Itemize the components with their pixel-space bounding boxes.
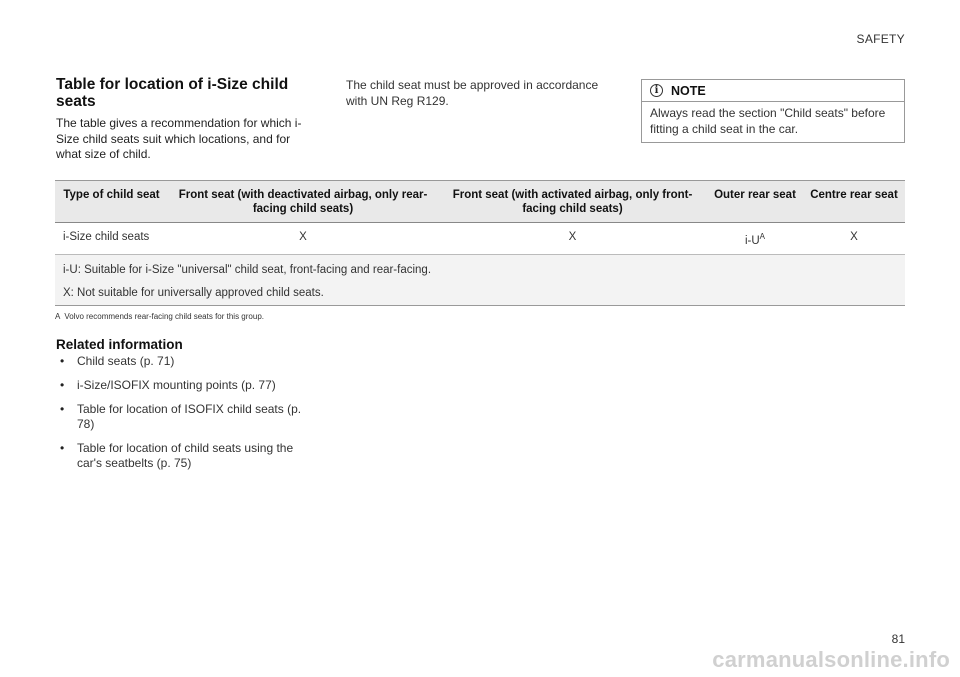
note-body: Always read the section "Child seats" before fitting a child seat in the car. [650, 106, 886, 136]
legend-cell [55, 254, 905, 305]
intro-section [56, 76, 314, 163]
approval-paragraph: The child seat must be approved in accordance with UN Reg R129. [346, 78, 599, 108]
table-footnote [55, 312, 905, 321]
i-size-table-section [55, 180, 905, 321]
related-link-text: Child seats (p. 71) [77, 354, 175, 368]
related-link-text: Table for location of child seats using the car's seatbelts (p. 75) [77, 441, 294, 470]
bullet-icon: • [60, 402, 65, 416]
table-row [55, 223, 905, 255]
related-list [56, 354, 316, 471]
cell-front-deactivated: X [168, 223, 438, 255]
header-type-of-child-seat: Type of child seat [55, 181, 168, 223]
i-size-location-table [55, 180, 905, 306]
related-information [56, 337, 316, 480]
note-header [642, 80, 904, 102]
bullet-icon: • [60, 354, 65, 368]
footnote-reference: A [759, 232, 766, 241]
footnote-mark: A [55, 311, 61, 321]
header-outer-rear-seat: Outer rear seat [707, 181, 803, 223]
page-number: 81 [891, 632, 905, 646]
watermark: carmanualsonline.info [712, 647, 950, 672]
table-legend-row [55, 254, 905, 305]
related-link-text: i-Size/ISOFIX mounting points (p. 77) [77, 378, 276, 392]
note-box [641, 79, 905, 143]
related-link-mounting-points[interactable] [56, 378, 316, 393]
bullet-icon: • [60, 378, 65, 392]
table-header-row [55, 181, 905, 223]
header-front-seat-deactivated-airbag: Front seat (with deactivated airbag, only rear-facing child seats) [168, 181, 438, 223]
cell-type: i-Size child seats [55, 223, 168, 255]
note-title: NOTE [671, 83, 706, 98]
cell-centre-rear: X [803, 223, 905, 255]
section-header: SAFETY [856, 32, 905, 46]
footnote-text: Volvo recommends rear-facing child seats for this group. [64, 311, 264, 321]
related-link-text: Table for location of ISOFIX child seats (p. 78) [77, 402, 302, 431]
cell-outer-rear [707, 223, 803, 255]
cell-outer-rear-value: i-U [744, 234, 760, 247]
legend-item-x: X: Not suitable for universally approved child seats. [63, 286, 324, 299]
header-front-seat-activated-airbag: Front seat (with activated airbag, only front-facing child seats) [438, 181, 707, 223]
related-title: Related information [56, 337, 183, 352]
related-link-child-seats[interactable] [56, 354, 316, 369]
section-title: Table for location of i-Size child seats [56, 76, 289, 110]
legend-item-i-u: i-U: Suitable for i-Size "universal" child seat, front-facing and rear-facing. [63, 263, 432, 276]
intro-paragraph: The table gives a recommendation for which i-Size child seats suit which locations, and for what size of child. [56, 116, 302, 161]
header-centre-rear-seat: Centre rear seat [803, 181, 905, 223]
related-link-seatbelt-table[interactable] [56, 441, 316, 471]
info-icon: i [650, 84, 663, 97]
cell-front-activated: X [438, 223, 707, 255]
related-link-isofix-table[interactable] [56, 402, 316, 432]
bullet-icon: • [60, 441, 65, 455]
